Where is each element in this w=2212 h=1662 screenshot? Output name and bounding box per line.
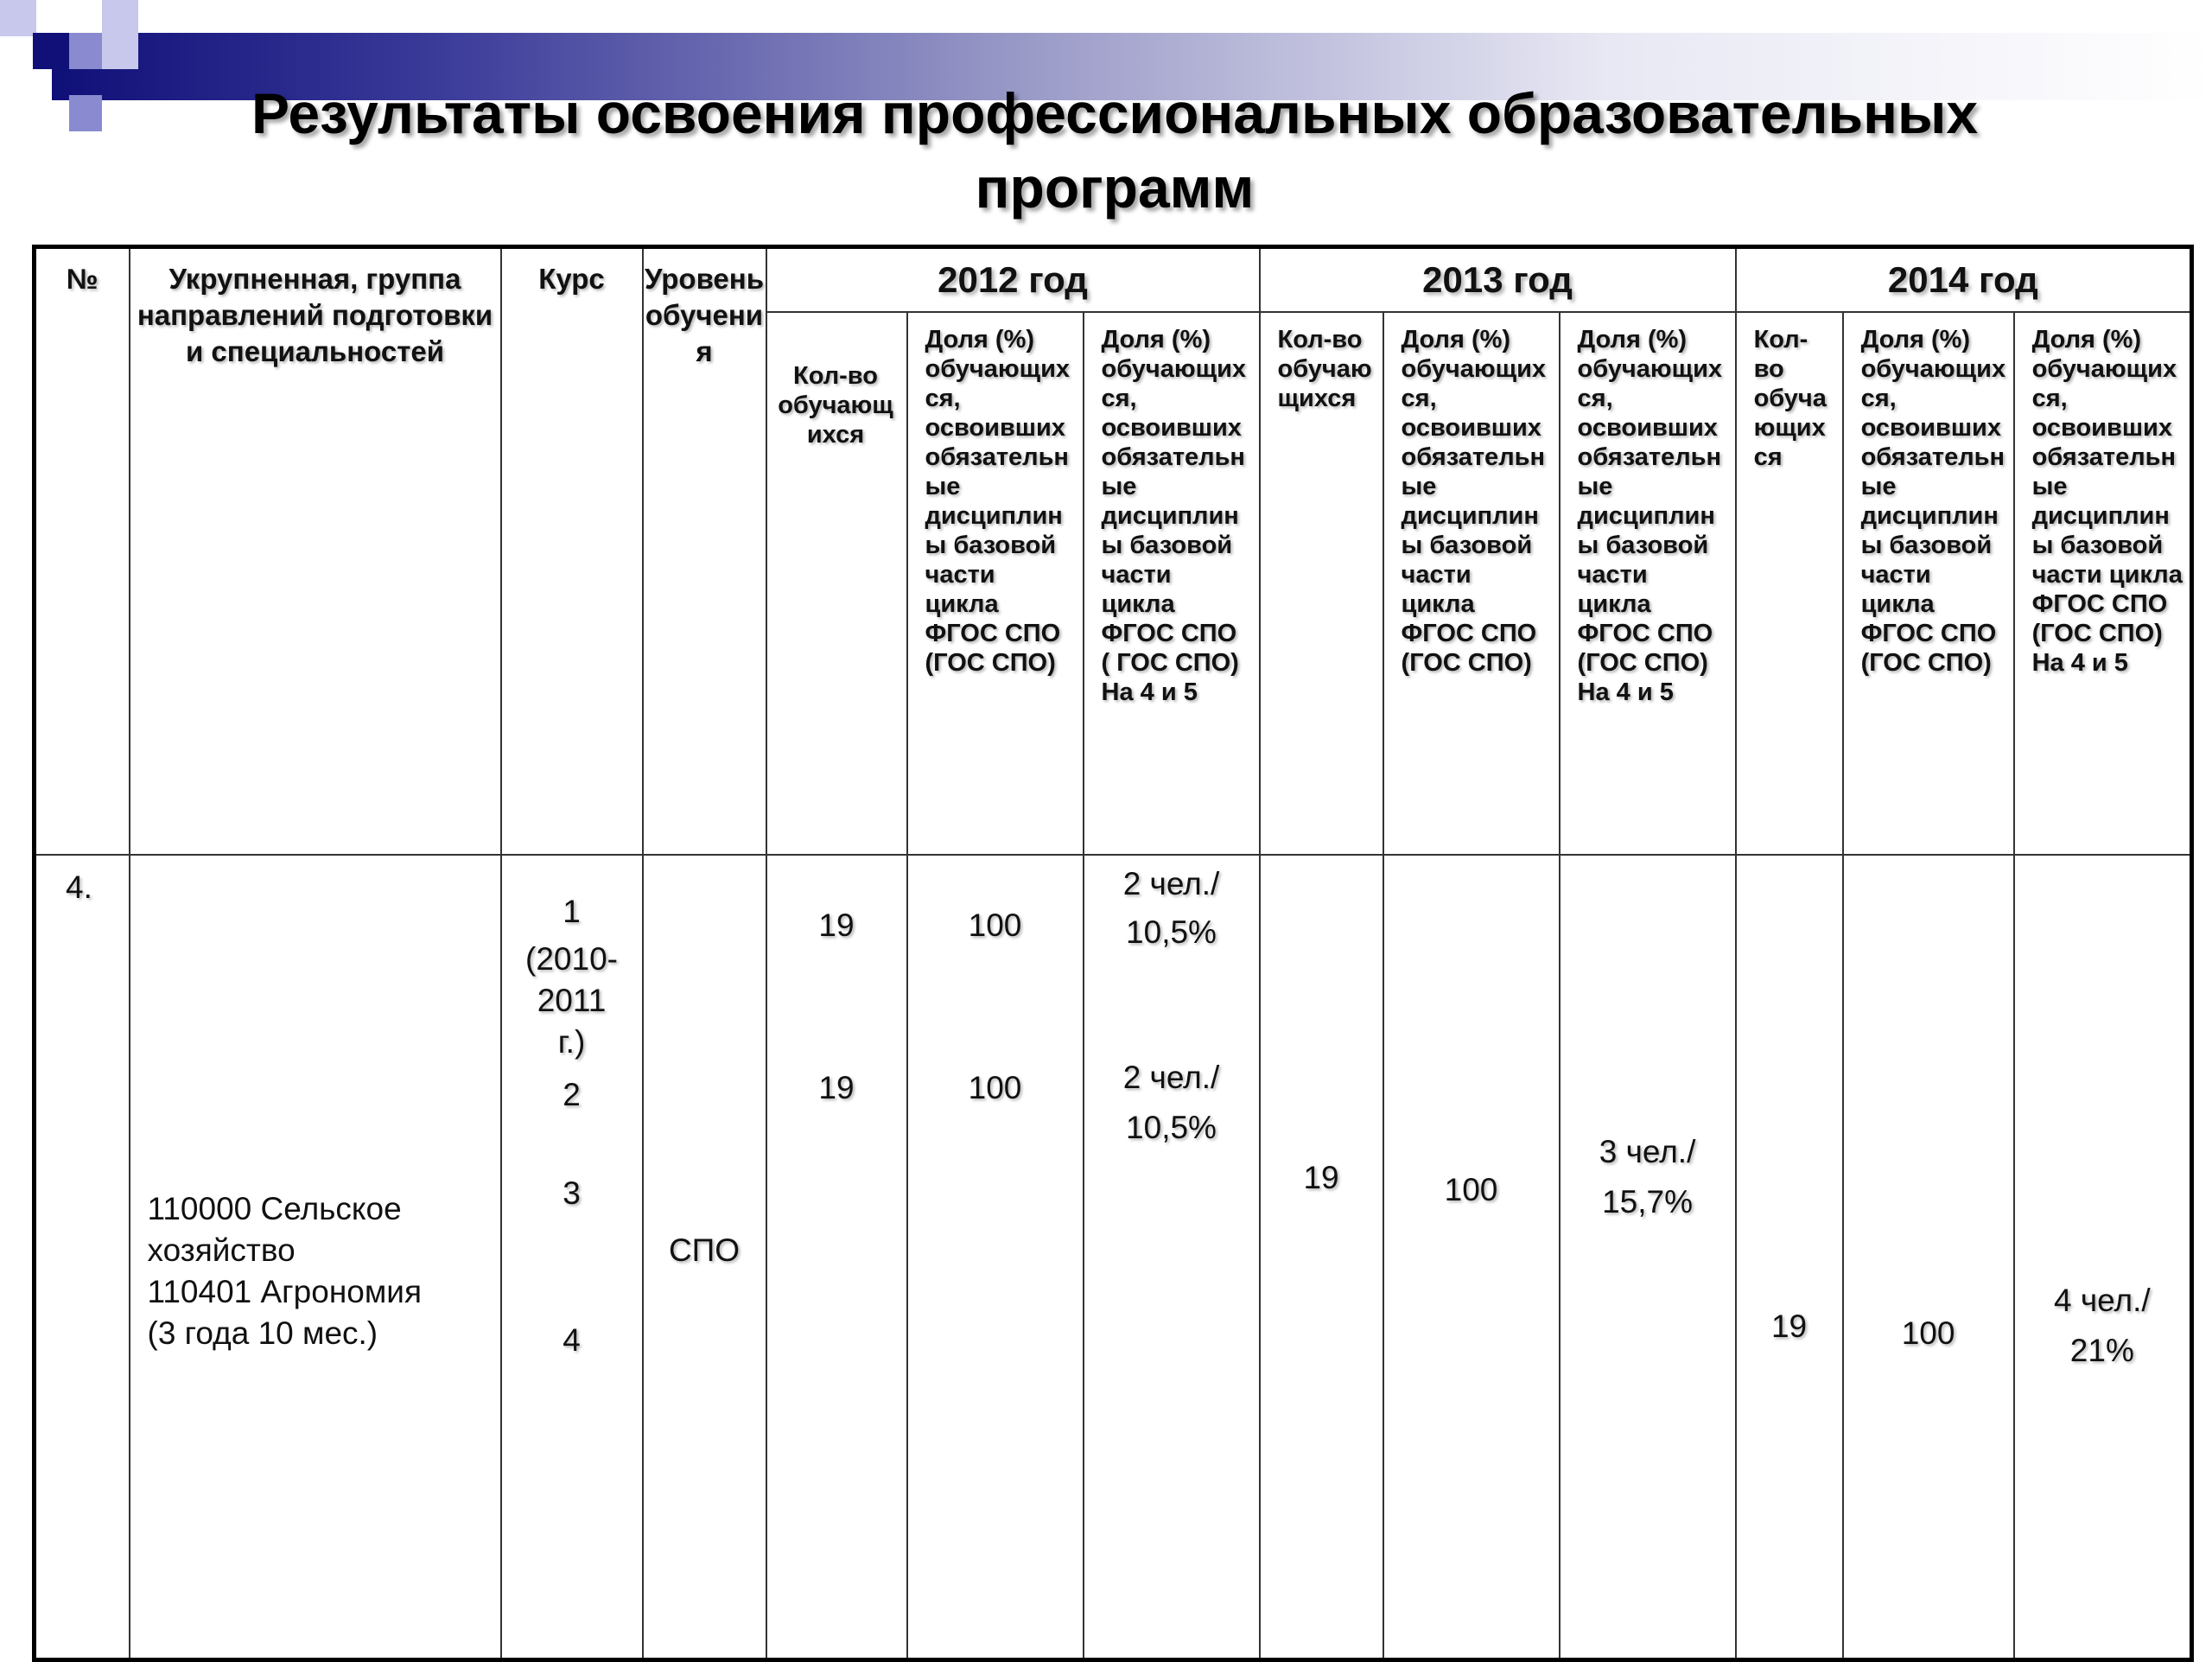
good-2014-pct: 21% xyxy=(2069,1333,2134,1368)
row-course xyxy=(501,855,643,1660)
row-level xyxy=(643,855,766,1660)
header-level: Уровень обучения xyxy=(643,247,766,856)
subheader-count-2012: Кол-во обучающихся xyxy=(766,312,907,855)
subheader-good-2012 xyxy=(1084,312,1260,855)
subheader-passed-2014: Доля (%) обучающихся, освоивших обязательные дисциплины базовой части цикла ФГОС СПО (ГОС СПО) xyxy=(1843,312,2014,855)
row-specialty xyxy=(130,855,501,1660)
good-2013-pct: 15,7% xyxy=(1602,1184,1693,1219)
cell-good-2014 xyxy=(2014,855,2192,1660)
course-1: 1 xyxy=(563,894,581,929)
subheader-good-2014-note: На 4 и 5 xyxy=(2031,649,2128,677)
subheader-good-2013-note: На 4 и 5 xyxy=(1577,678,1674,706)
header-group: Укрупненная, группа направлений подготовки и специальностей xyxy=(130,247,501,856)
subheader-good-2014 xyxy=(2014,312,2192,855)
good-2012-a-count: 2 чел./ xyxy=(1122,866,1220,901)
slide-title: Результаты освоения профессиональных образовательных программ xyxy=(251,81,1979,220)
header-year-2012: 2012 год xyxy=(766,247,1260,313)
good-2013-count: 3 чел./ xyxy=(1599,1134,1696,1169)
good-2012-b-pct: 10,5% xyxy=(1126,1110,1217,1145)
passed-2012-b: 100 xyxy=(968,1070,1022,1105)
decor-square xyxy=(0,0,36,36)
course-1-years: (2010-2011 г.) xyxy=(525,941,618,1060)
course-4: 4 xyxy=(563,1322,581,1358)
passed-2014: 100 xyxy=(1901,1315,1955,1351)
specialty-line-3: (3 года 10 мес.) xyxy=(147,1315,378,1351)
subheader-good-2012-note: На 4 и 5 xyxy=(1101,678,1198,706)
header-num: № xyxy=(35,247,130,856)
specialty-line-1: 110000 Сельское хозяйство xyxy=(147,1191,402,1268)
passed-2013: 100 xyxy=(1444,1172,1498,1207)
decor-square xyxy=(69,33,102,69)
count-2012-a: 19 xyxy=(818,907,855,943)
specialty-line-2: 110401 Агрономия xyxy=(147,1274,422,1309)
count-2012-b: 19 xyxy=(818,1070,855,1105)
course-2: 2 xyxy=(563,1077,581,1112)
header-year-2013: 2013 год xyxy=(1260,247,1736,313)
good-2014-count: 4 чел./ xyxy=(2054,1283,2151,1318)
count-2014: 19 xyxy=(1770,1309,1808,1344)
decor-square xyxy=(102,0,138,36)
header-course: Курс xyxy=(501,247,643,856)
count-2013: 19 xyxy=(1303,1160,1339,1195)
cell-good-2012 xyxy=(1084,855,1260,1660)
cell-good-2013 xyxy=(1560,855,1736,1660)
header-year-2014: 2014 год xyxy=(1736,247,2192,313)
subheader-good-2013-text: Доля (%) обучающихся, освоивших обязательные дисциплины базовой части цикла ФГОС СПО (ГОС СПО) xyxy=(1577,326,1723,677)
decor-square xyxy=(33,33,69,69)
cell-count-2014 xyxy=(1736,855,1843,1660)
subheader-good-2012-text: Доля (%) обучающихся, освоивших обязательные дисциплины базовой части цикла ФГОС СПО ( ГОС СПО) xyxy=(1101,326,1247,677)
subheader-passed-2013: Доля (%) обучающихся, освоивших обязательные дисциплины базовой части цикла ФГОС СПО (ГОС СПО) xyxy=(1383,312,1560,855)
good-2012-b-count: 2 чел./ xyxy=(1122,1060,1220,1095)
cell-passed-2012 xyxy=(907,855,1084,1660)
subheader-good-2014-text: Доля (%) обучающихся, освоивших обязательные дисциплины базовой части цикла ФГОС СПО (ГОС СПО) xyxy=(2031,326,2183,647)
decor-square xyxy=(102,33,138,69)
cell-count-2013 xyxy=(1260,855,1383,1660)
cell-passed-2014 xyxy=(1843,855,2014,1660)
course-3: 3 xyxy=(563,1175,581,1211)
subheader-passed-2012: Доля (%) обучающихся, освоивших обязательные дисциплины базовой части цикла ФГОС СПО (ГОС СПО) xyxy=(907,312,1084,855)
decor-square xyxy=(69,95,102,131)
subheader-good-2013 xyxy=(1560,312,1736,855)
good-2012-a-pct: 10,5% xyxy=(1126,914,1217,950)
row-num: 4. xyxy=(35,855,130,1660)
cell-passed-2013 xyxy=(1383,855,1560,1660)
subheader-count-2013: Кол-во обучающихся xyxy=(1260,312,1383,855)
results-table xyxy=(32,245,2194,1662)
cell-count-2012 xyxy=(766,855,907,1660)
level-value: СПО xyxy=(668,1232,741,1268)
subheader-count-2014: Кол-во обучающихся xyxy=(1736,312,1843,855)
passed-2012-a: 100 xyxy=(968,907,1022,943)
